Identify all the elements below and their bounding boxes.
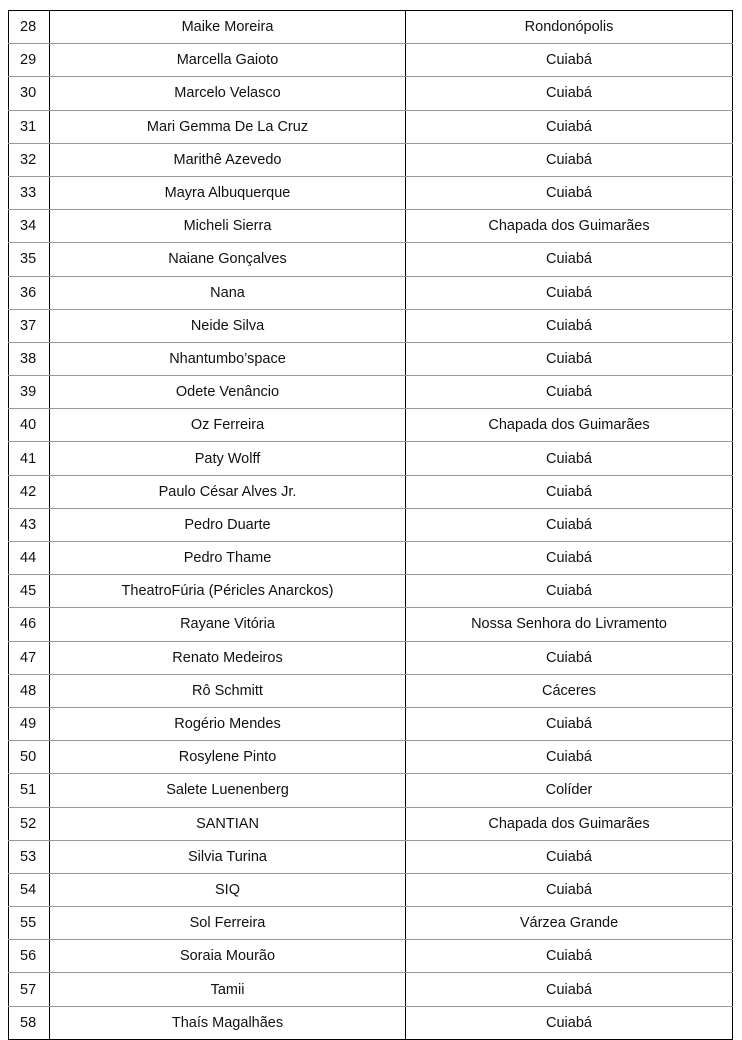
name-cell: Oz Ferreira — [50, 409, 406, 442]
row-number-cell: 38 — [9, 342, 50, 375]
city-cell: Cuiabá — [406, 1006, 733, 1039]
row-number-cell: 54 — [9, 873, 50, 906]
table-row — [9, 840, 733, 873]
row-number-cell: 55 — [9, 907, 50, 940]
name-cell: Rô Schmitt — [50, 674, 406, 707]
row-number-cell: 53 — [9, 840, 50, 873]
table-row — [9, 873, 733, 906]
name-cell: Mari Gemma De La Cruz — [50, 110, 406, 143]
row-number-cell: 49 — [9, 707, 50, 740]
table-row — [9, 641, 733, 674]
name-cell: Marithê Azevedo — [50, 143, 406, 176]
row-number-cell: 37 — [9, 309, 50, 342]
row-number-cell: 52 — [9, 807, 50, 840]
city-cell: Cuiabá — [406, 243, 733, 276]
table-row — [9, 143, 733, 176]
city-cell: Várzea Grande — [406, 907, 733, 940]
table-row — [9, 1006, 733, 1039]
table-row — [9, 110, 733, 143]
table-row — [9, 907, 733, 940]
city-cell: Cuiabá — [406, 342, 733, 375]
name-cell: Pedro Duarte — [50, 508, 406, 541]
name-cell: Thaís Magalhães — [50, 1006, 406, 1039]
name-cell: TheatroFúria (Péricles Anarckos) — [50, 575, 406, 608]
row-number-cell: 34 — [9, 210, 50, 243]
row-number-cell: 29 — [9, 44, 50, 77]
table-row — [9, 243, 733, 276]
name-cell: Neide Silva — [50, 309, 406, 342]
table-row — [9, 542, 733, 575]
city-cell: Colíder — [406, 774, 733, 807]
row-number-cell: 35 — [9, 243, 50, 276]
table-row — [9, 342, 733, 375]
name-cell: SANTIAN — [50, 807, 406, 840]
city-cell: Cuiabá — [406, 575, 733, 608]
table-row — [9, 575, 733, 608]
table-row — [9, 608, 733, 641]
name-cell: Paulo César Alves Jr. — [50, 475, 406, 508]
city-cell: Cuiabá — [406, 309, 733, 342]
city-cell: Cuiabá — [406, 873, 733, 906]
name-cell: Marcella Gaioto — [50, 44, 406, 77]
city-cell: Cuiabá — [406, 276, 733, 309]
table-row — [9, 508, 733, 541]
city-cell: Chapada dos Guimarães — [406, 210, 733, 243]
city-cell: Cuiabá — [406, 940, 733, 973]
name-cell: Tamii — [50, 973, 406, 1006]
row-number-cell: 58 — [9, 1006, 50, 1039]
city-cell: Cuiabá — [406, 707, 733, 740]
city-cell: Cuiabá — [406, 973, 733, 1006]
city-cell: Chapada dos Guimarães — [406, 409, 733, 442]
table-row — [9, 774, 733, 807]
participants-table — [8, 10, 733, 1040]
row-number-cell: 41 — [9, 442, 50, 475]
name-cell: Odete Venâncio — [50, 376, 406, 409]
row-number-cell: 28 — [9, 11, 50, 44]
name-cell: Mayra Albuquerque — [50, 176, 406, 209]
city-cell: Cuiabá — [406, 542, 733, 575]
row-number-cell: 31 — [9, 110, 50, 143]
table-row — [9, 77, 733, 110]
table-row — [9, 475, 733, 508]
city-cell: Cuiabá — [406, 176, 733, 209]
name-cell: Naiane Gonçalves — [50, 243, 406, 276]
name-cell: Salete Luenenberg — [50, 774, 406, 807]
name-cell: Rogério Mendes — [50, 707, 406, 740]
city-cell: Cuiabá — [406, 840, 733, 873]
name-cell: Maike Moreira — [50, 11, 406, 44]
name-cell: Soraia Mourão — [50, 940, 406, 973]
city-cell: Cuiabá — [406, 741, 733, 774]
name-cell: Marcelo Velasco — [50, 77, 406, 110]
city-cell: Cuiabá — [406, 442, 733, 475]
name-cell: Silvia Turina — [50, 840, 406, 873]
row-number-cell: 44 — [9, 542, 50, 575]
city-cell: Cáceres — [406, 674, 733, 707]
row-number-cell: 50 — [9, 741, 50, 774]
row-number-cell: 36 — [9, 276, 50, 309]
table-row — [9, 973, 733, 1006]
city-cell: Rondonópolis — [406, 11, 733, 44]
row-number-cell: 56 — [9, 940, 50, 973]
name-cell: Sol Ferreira — [50, 907, 406, 940]
table-row — [9, 276, 733, 309]
row-number-cell: 45 — [9, 575, 50, 608]
table-row — [9, 210, 733, 243]
row-number-cell: 42 — [9, 475, 50, 508]
table-row — [9, 707, 733, 740]
city-cell: Cuiabá — [406, 110, 733, 143]
table-row — [9, 674, 733, 707]
name-cell: Micheli Sierra — [50, 210, 406, 243]
row-number-cell: 39 — [9, 376, 50, 409]
row-number-cell: 46 — [9, 608, 50, 641]
row-number-cell: 32 — [9, 143, 50, 176]
table-row — [9, 176, 733, 209]
table-row — [9, 741, 733, 774]
table-row — [9, 11, 733, 44]
city-cell: Cuiabá — [406, 143, 733, 176]
city-cell: Cuiabá — [406, 475, 733, 508]
table-row — [9, 940, 733, 973]
name-cell: Renato Medeiros — [50, 641, 406, 674]
name-cell: Paty Wolff — [50, 442, 406, 475]
table-row — [9, 442, 733, 475]
table-row — [9, 409, 733, 442]
city-cell: Cuiabá — [406, 44, 733, 77]
name-cell: Rosylene Pinto — [50, 741, 406, 774]
name-cell: SIQ — [50, 873, 406, 906]
city-cell: Chapada dos Guimarães — [406, 807, 733, 840]
table-row — [9, 376, 733, 409]
row-number-cell: 57 — [9, 973, 50, 1006]
city-cell: Cuiabá — [406, 77, 733, 110]
table-row — [9, 44, 733, 77]
city-cell: Nossa Senhora do Livramento — [406, 608, 733, 641]
table-row — [9, 309, 733, 342]
name-cell: Pedro Thame — [50, 542, 406, 575]
row-number-cell: 47 — [9, 641, 50, 674]
city-cell: Cuiabá — [406, 641, 733, 674]
row-number-cell: 43 — [9, 508, 50, 541]
row-number-cell: 33 — [9, 176, 50, 209]
city-cell: Cuiabá — [406, 508, 733, 541]
row-number-cell: 51 — [9, 774, 50, 807]
row-number-cell: 48 — [9, 674, 50, 707]
name-cell: Nhantumbo’space — [50, 342, 406, 375]
table-row — [9, 807, 733, 840]
row-number-cell: 30 — [9, 77, 50, 110]
table-body — [9, 11, 733, 1040]
name-cell: Nana — [50, 276, 406, 309]
name-cell: Rayane Vitória — [50, 608, 406, 641]
row-number-cell: 40 — [9, 409, 50, 442]
city-cell: Cuiabá — [406, 376, 733, 409]
